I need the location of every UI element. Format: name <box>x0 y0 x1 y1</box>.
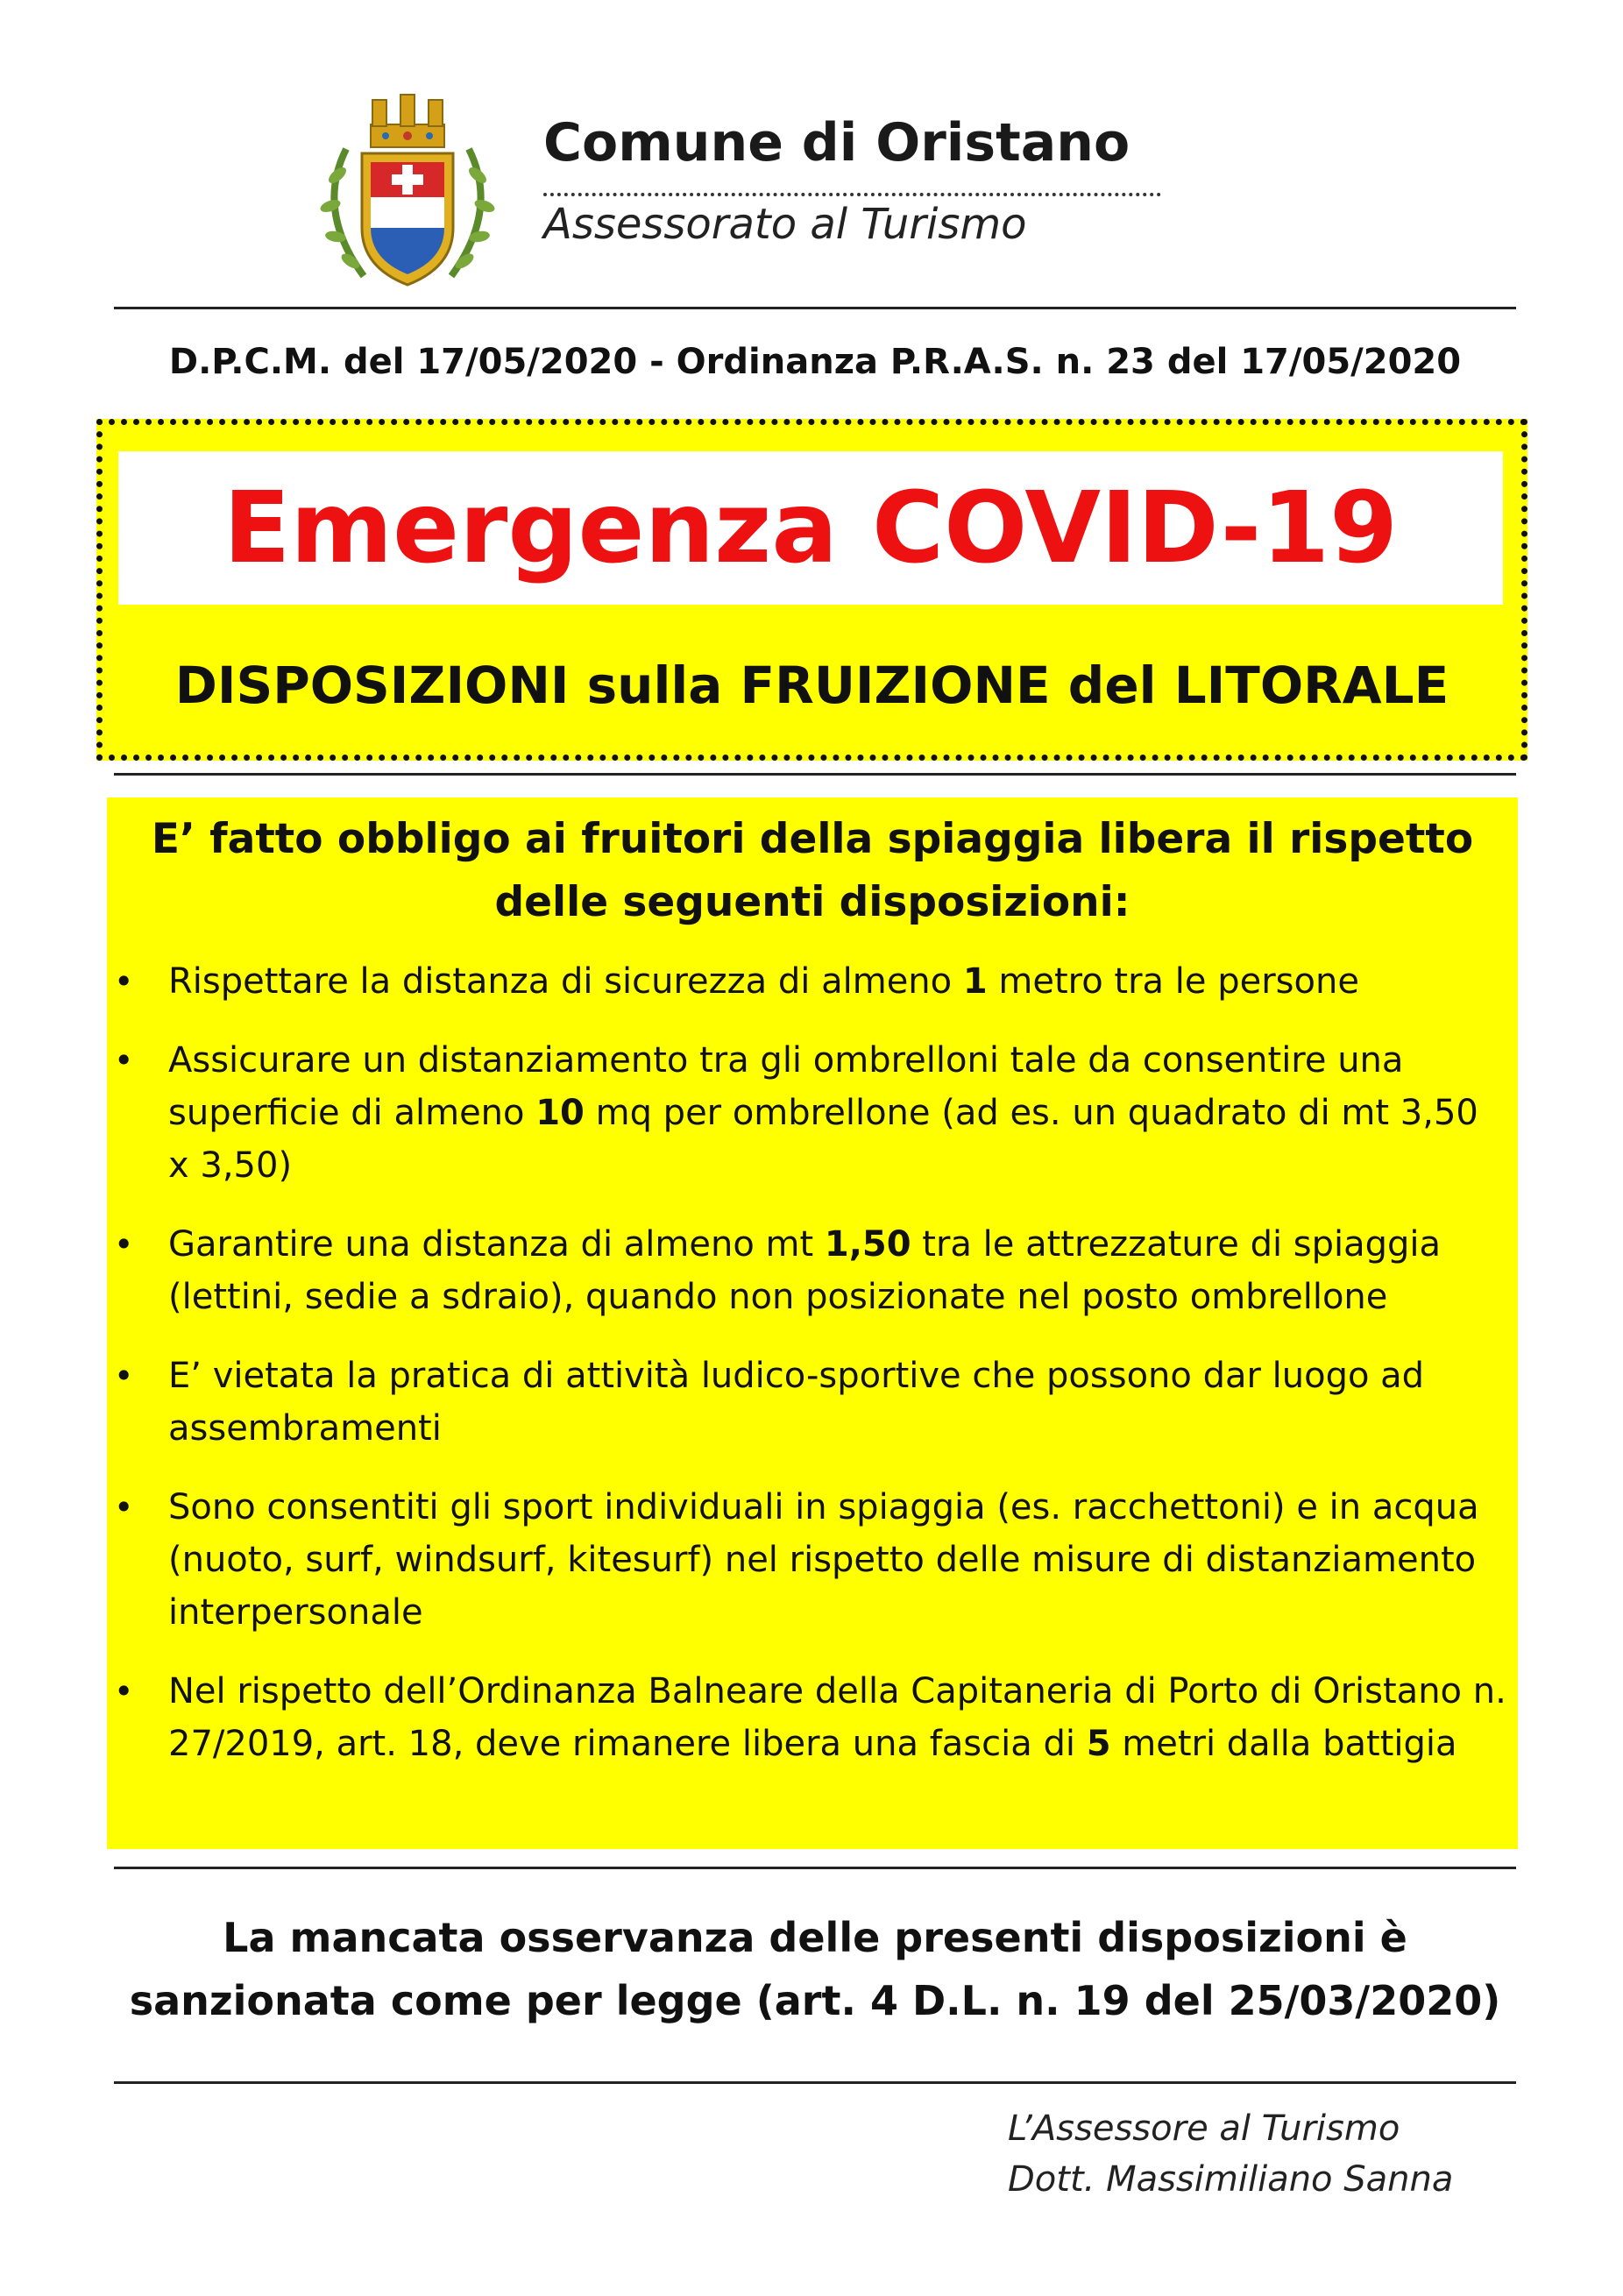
list-item <box>107 1350 1509 1455</box>
rule-highlight: 1 <box>962 961 988 1002</box>
signature-role: L’Assessore al Turismo <box>1008 2108 1400 2149</box>
bullet-icon: • <box>114 1041 134 1080</box>
rule-highlight: 1,50 <box>824 1224 911 1265</box>
municipal-crest-icon <box>311 88 504 294</box>
title-main-panel <box>118 451 1503 605</box>
bullet-icon: • <box>114 1488 134 1527</box>
rule-text: Assicurare un distanziamento tra gli ombrelloni tale da consentire una superficie di almeno <box>168 1040 1404 1133</box>
decree-reference: D.P.C.M. del 17/05/2020 - Ordinanza P.R.A.S. n. 23 del 17/05/2020 <box>168 342 1462 382</box>
divider-rules <box>114 1867 1516 1869</box>
list-item <box>107 1481 1509 1639</box>
rule-text: tra le attrezzature di spiaggia (lettini, sedie a sdraio), quando non posizionate nel posto ombrellone <box>168 1224 1442 1317</box>
rule-text: Rispettare la distanza di sicurezza di almeno <box>168 961 963 1002</box>
divider-title <box>114 773 1516 776</box>
rules-list <box>107 955 1509 1796</box>
sanction-notice: La mancata osservanza delle presenti disposizioni è sanzionata come per legge (art. 4 D.L. n. 19 del 25/03/2020) <box>129 1914 1501 2024</box>
header-dotted-divider <box>543 193 1161 196</box>
signature-block <box>1008 2103 1453 2205</box>
org-department: Assessorato al Turismo <box>543 200 1027 249</box>
list-item <box>107 1034 1509 1192</box>
rule-highlight: 10 <box>535 1093 585 1133</box>
list-item <box>107 955 1509 1008</box>
title-subtitle: DISPOSIZIONI sulla FRUIZIONE del LITORALE <box>174 655 1449 715</box>
rule-text: Nel rispetto dell’Ordinanza Balneare della Capitaneria di Porto di Oristano n. 27/2019, art. 18, deve rimanere libera una fascia di <box>168 1671 1506 1764</box>
divider-bottom <box>114 2081 1516 2084</box>
rules-intro: E’ fatto obbligo ai fruitori della spiaggia libera il rispetto delle seguenti disposizioni: <box>151 815 1474 926</box>
rule-text: mq per ombrellone (ad es. un quadrato di mt 3,50 x 3,50) <box>168 1093 1478 1186</box>
list-item <box>107 1218 1509 1323</box>
divider-top <box>114 307 1516 309</box>
signature-name: Dott. Massimiliano Sanna <box>1008 2159 1454 2200</box>
org-name: Comune di Oristano <box>543 112 1130 174</box>
rule-text: Sono consentiti gli sport individuali in spiaggia (es. racchettoni) e in acqua (nuoto, surf, windsurf, kitesurf) nel rispetto delle misure di distanziamento interpersonale <box>168 1487 1479 1633</box>
bullet-icon: • <box>114 1672 134 1711</box>
rule-text: metri dalla battigia <box>1110 1724 1457 1764</box>
bullet-icon: • <box>114 1225 134 1264</box>
rule-highlight: 5 <box>1086 1724 1111 1764</box>
title-main: Emergenza COVID-19 <box>223 471 1399 585</box>
rule-text: Garantire una distanza di almeno mt <box>168 1224 825 1265</box>
bullet-icon: • <box>114 962 134 1001</box>
bullet-icon: • <box>114 1357 134 1395</box>
rule-text: metro tra le persone <box>987 961 1359 1002</box>
rule-text: E’ vietata la pratica di attività ludico-sportive che possono dar luogo ad assembramenti <box>168 1356 1425 1449</box>
list-item <box>107 1665 1509 1770</box>
